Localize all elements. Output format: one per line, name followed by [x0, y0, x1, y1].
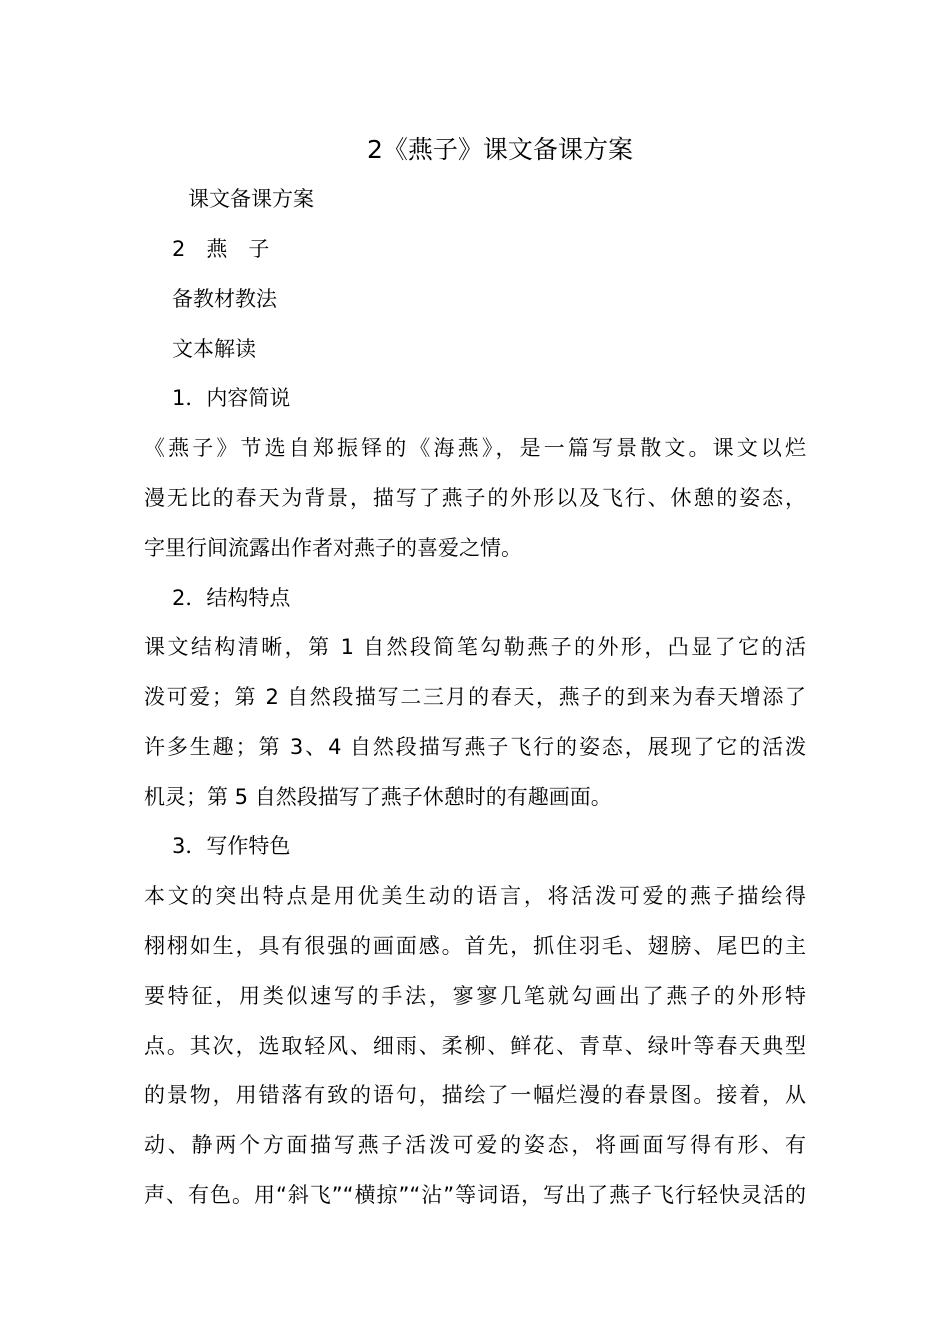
subtitle-line: 课文备课方案: [188, 187, 314, 211]
paragraph-line: 栩栩如生，具有很强的画面感。首先，抓住羽毛、翅膀、尾巴的主: [144, 934, 806, 958]
subsection-heading: 2．结构特点: [172, 586, 291, 610]
lesson-heading: 2 燕 子: [172, 237, 270, 261]
paragraph-line: 机灵；第 5 自然段描写了燕子休憩时的有趣画面。: [144, 785, 612, 809]
document-title: 2《燕子》课文备课方案: [367, 135, 633, 164]
section-heading: 备教材教法: [172, 287, 277, 311]
paragraph-line: 声、有色。用“斜飞”“横掠”“沾”等词语，写出了燕子飞行轻快灵活的: [144, 1183, 806, 1207]
paragraph-line: 课文结构清晰，第 1 自然段简笔勾勒燕子的外形，凸显了它的活: [144, 635, 806, 659]
paragraph-line: 泼可爱；第 2 自然段描写二三月的春天，燕子的到来为春天增添了: [144, 685, 806, 709]
paragraph-line: 本文的突出特点是用优美生动的语言，将活泼可爱的燕子描绘得: [144, 884, 806, 908]
paragraph-line: 的景物，用错落有致的语句，描绘了一幅烂漫的春景图。接着，从: [144, 1083, 806, 1107]
paragraph-line: 《燕子》节选自郑振铎的《海燕》，是一篇写景散文。课文以烂: [144, 436, 806, 460]
paragraph-line: 漫无比的春天为背景，描写了燕子的外形以及飞行、休憩的姿态，: [144, 486, 806, 510]
section-heading: 文本解读: [172, 337, 256, 361]
paragraph-line: 字里行间流露出作者对燕子的喜爱之情。: [144, 536, 522, 560]
subsection-heading: 1．内容简说: [172, 386, 291, 410]
subsection-heading: 3．写作特色: [172, 834, 291, 858]
paragraph-line: 许多生趣；第 3、4 自然段描写燕子飞行的姿态，展现了它的活泼: [144, 735, 806, 759]
paragraph-line: 要特征，用类似速写的手法，寥寥几笔就勾画出了燕子的外形特: [144, 984, 806, 1008]
paragraph-line: 动、静两个方面描写燕子活泼可爱的姿态，将画面写得有形、有: [144, 1133, 806, 1157]
paragraph-line: 点。其次，选取轻风、细雨、柔柳、鲜花、青草、绿叶等春天典型: [144, 1034, 806, 1058]
